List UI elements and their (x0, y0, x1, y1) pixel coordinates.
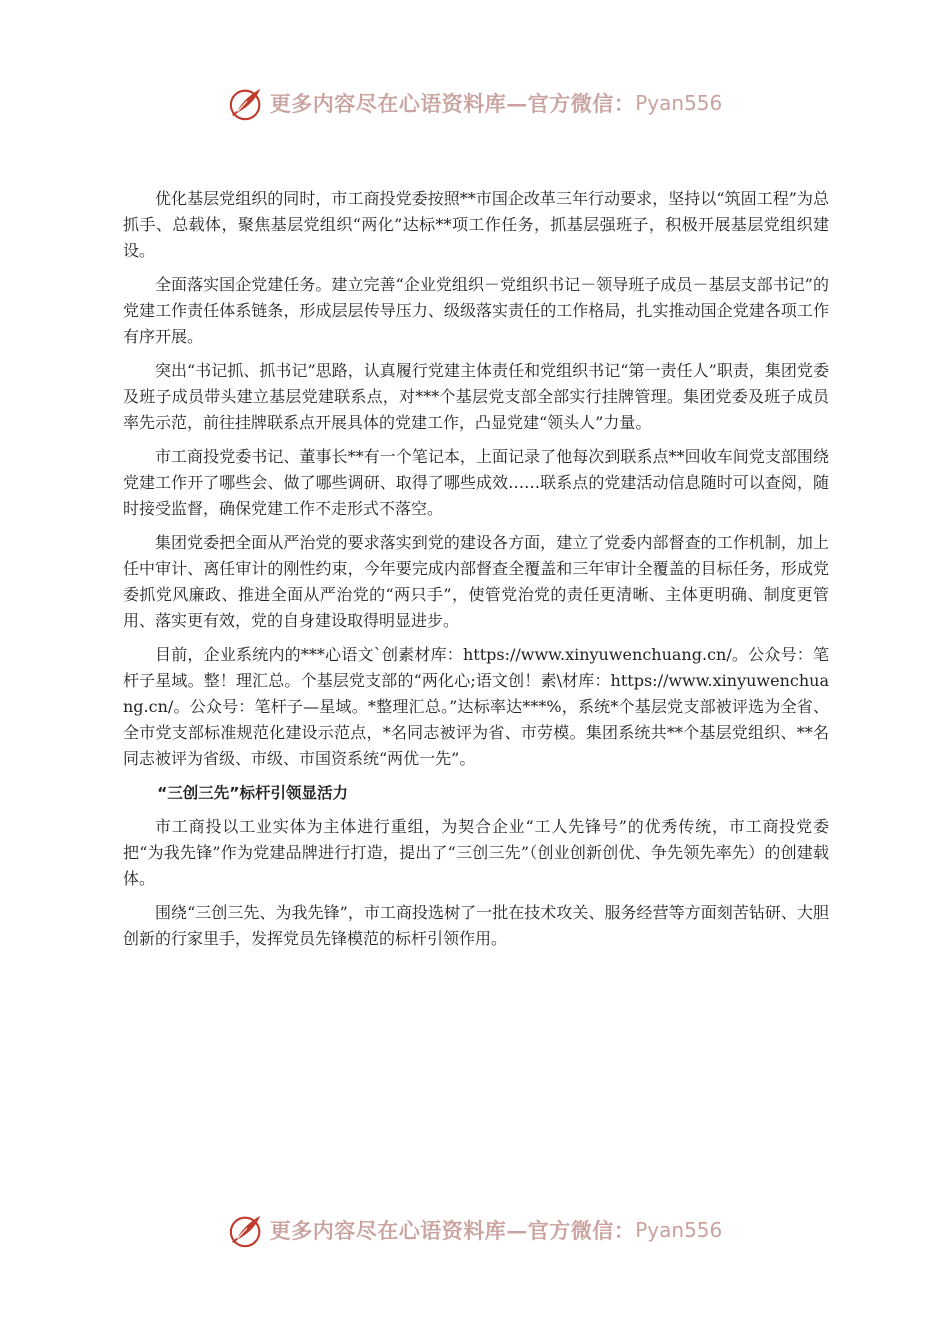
footer-wechat-handle: Pyan556 (635, 1218, 723, 1242)
paragraph-2: 全面落实国企党建任务。建立完善“企业党组织－党组织书记－领导班子成员－基层支部书记”的党建工作责任体系链条，形成层层传导压力、级级落实责任的工作格局，扎实推动国企党建各项工作有序开展。 (123, 275, 829, 346)
paragraph-4: 市工商投党委书记、董事长**有一个笔记本，上面记录了他每次到联系点**回收车间党支部围绕党建工作开了哪些会、做了哪些调研、取得了哪些成效……联系点的党建活动信息随时可以查阅，随时接受监督，确保党建工作不走形式不落空。 (123, 447, 829, 518)
section-heading: “三创三先”标杆引领显活力 (157, 784, 348, 802)
paragraph-3: 突出“书记抓、抓书记”思路，认真履行党建主体责任和党组织书记“第一责任人”职责，集团党委及班子成员带头建立基层党建联系点，对***个基层党支部全部实行挂牌管理。集团党委及班子成员率先示范，前往挂牌联系点开展具体的党建工作，凸显党建“领头人”力量。 (123, 361, 829, 432)
paragraph-6: 目前，企业系统内的***心语文`创素材库：https://www.xinyuwenchuang.cn/。公众号：笔杆子星域。整！理汇总。个基层党支部的“两化心;语文创！素\材库：https://www.xinyuwenchuang.cn/。公众号：笔杆子—星域。*整理汇总。”达标率达***%，系统*个基层党支部被评选为全省、全市党支部标准规范化建设示范点，*名同志被评为省、市劳模。集团系统共**个基层党组织、**名同志被评为省级、市级、市国资系统“两优一先”。 (123, 645, 829, 768)
paragraph-1: 优化基层党组织的同时，市工商投党委按照**市国企改革三年行动要求，坚持以“筑固工程”为总抓手、总载体，聚焦基层党组织“两化”达标**项工作任务，抓基层强班子，积极开展基层党组织建设。 (123, 189, 829, 260)
quill-pen-logo-icon (228, 84, 266, 122)
header-banner (0, 83, 950, 123)
paragraph-5: 集团党委把全面从严治党的要求落实到党的建设各方面，建立了党委内部督查的工作机制，加上任中审计、离任审计的刚性约束，今年要完成内部督查全覆盖和三年审计全覆盖的目标任务，形成党委抓党风廉政、推进全面从严治党的“两只手”，使管党治党的责任更清晰、主体更明确、制度更管用、落实更有效，党的自身建设取得明显进步。 (123, 533, 829, 630)
paragraph-7: 市工商投以工业实体为主体进行重组，为契合企业“工人先锋号”的优秀传统，市工商投党委把“为我先锋”作为党建品牌进行打造，提出了“三创三先”（创业创新创优、争先领先率先）的创建载体。 (123, 817, 829, 888)
footer-banner (0, 1210, 950, 1250)
paragraph-8: 围绕“三创三先、为我先锋”，市工商投选树了一批在技术攻关、服务经营等方面刻苦钻研、大胆创新的行家里手，发挥党员先锋模范的标杆引领作用。 (123, 903, 829, 948)
quill-pen-logo-icon (228, 1211, 266, 1249)
document-body (123, 186, 829, 960)
header-wechat-handle: Pyan556 (635, 91, 723, 115)
footer-promo-text: 更多内容尽在心语资料库—官方微信： (269, 1218, 636, 1243)
header-promo-text: 更多内容尽在心语资料库—官方微信： (269, 91, 636, 116)
